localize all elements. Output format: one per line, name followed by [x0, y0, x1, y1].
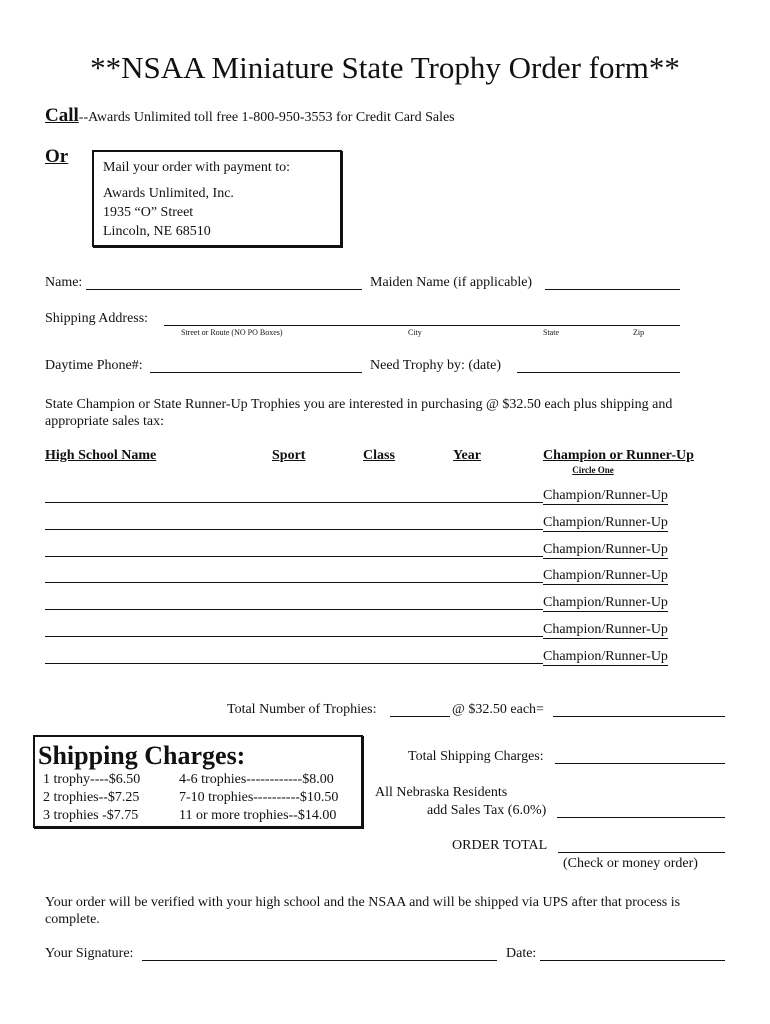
mail-line: 1935 “O” Street — [103, 205, 194, 220]
name-label: Name: — [45, 275, 83, 290]
school-row-field[interactable] — [45, 556, 543, 557]
champion-runner-up-choice[interactable]: Champion/Runner-Up — [543, 488, 668, 503]
call-text: --Awards Unlimited toll free 1-800-950-3553 for Credit Card Sales — [78, 110, 455, 125]
circle-one-note: Circle One — [572, 465, 614, 475]
address-field[interactable] — [164, 325, 680, 326]
shipping-rate: 1 trophy----$6.50 — [43, 772, 141, 787]
header-sport: Sport — [272, 448, 306, 463]
shipping-charges-box — [33, 735, 363, 828]
footer-text: Your order will be verified with your high school and the NSAA and will be shipped via UPS after that process is complete. — [45, 895, 681, 927]
header-champion: Champion or Runner-Up — [543, 448, 694, 463]
maiden-label: Maiden Name (if applicable) — [370, 275, 533, 290]
signature-label: Your Signature: — [45, 946, 134, 961]
champion-runner-up-choice[interactable]: Champion/Runner-Up — [543, 595, 668, 611]
mail-heading: Mail your order with payment to: — [103, 160, 291, 175]
school-row-field[interactable] — [45, 636, 543, 637]
total-trophies-label: Total Number of Trophies: — [227, 702, 377, 717]
total-trophies-field[interactable] — [390, 716, 450, 717]
shipping-rate: 11 or more trophies--$14.00 — [179, 808, 337, 823]
phone-label: Daytime Phone#: — [45, 358, 143, 373]
school-row-field[interactable] — [45, 529, 543, 530]
maiden-field[interactable] — [545, 289, 680, 290]
phone-field[interactable] — [150, 372, 362, 373]
or-label: Or — [45, 146, 69, 167]
call-line — [45, 106, 455, 125]
shipping-title: Shipping Charges: — [38, 741, 246, 770]
champion-runner-up-choice[interactable]: Champion/Runner-Up — [543, 514, 668, 530]
total-shipping-field[interactable] — [555, 763, 725, 764]
name-field[interactable] — [86, 289, 362, 290]
mail-box — [92, 150, 342, 247]
payment-note: (Check or money order) — [563, 856, 698, 871]
shipping-rate: 4-6 trophies------------$8.00 — [179, 772, 334, 787]
call-label: Call — [45, 105, 79, 126]
total-shipping-label: Total Shipping Charges: — [408, 749, 544, 764]
school-row-field[interactable] — [45, 663, 543, 664]
order-total-label: ORDER TOTAL — [452, 838, 548, 853]
zip-sublabel: Zip — [633, 328, 645, 337]
school-row-field[interactable] — [45, 609, 543, 610]
city-sublabel: City — [408, 328, 422, 337]
sales-tax-label: add Sales Tax (6.0%) — [427, 803, 547, 818]
state-sublabel: State — [543, 328, 559, 337]
champion-runner-up-choice[interactable]: Champion/Runner-Up — [543, 622, 668, 637]
date-field[interactable] — [540, 960, 725, 961]
page-title: **NSAA Miniature State Trophy Order form** — [90, 50, 680, 85]
street-sublabel: Street or Route (NO PO Boxes) — [181, 328, 283, 337]
shipping-rate: 2 trophies--$7.25 — [43, 790, 140, 805]
mail-line: Lincoln, NE 68510 — [103, 224, 211, 239]
need-by-label: Need Trophy by: (date) — [370, 358, 502, 373]
champion-runner-up-choice[interactable]: Champion/Runner-Up — [543, 568, 668, 584]
address-label: Shipping Address: — [45, 311, 149, 326]
school-row-field[interactable] — [45, 502, 543, 503]
trophies-subtotal-field[interactable] — [553, 716, 725, 717]
order-total-field[interactable] — [558, 852, 725, 853]
shipping-rate: 3 trophies -$7.75 — [43, 808, 139, 823]
champion-runner-up-choice[interactable]: Champion/Runner-Up — [543, 648, 668, 664]
header-class: Class — [363, 448, 395, 463]
need-by-field[interactable] — [517, 372, 680, 373]
residents-label: All Nebraska Residents — [375, 785, 508, 800]
header-year: Year — [453, 448, 481, 463]
price-each-label: @ $32.50 each= — [452, 702, 544, 717]
date-label: Date: — [506, 946, 537, 961]
shipping-rate: 7-10 trophies----------$10.50 — [179, 790, 339, 805]
school-row-field[interactable] — [45, 582, 543, 583]
sales-tax-field[interactable] — [557, 817, 725, 818]
signature-field[interactable] — [142, 960, 497, 961]
champion-runner-up-choice[interactable]: Champion/Runner-Up — [543, 541, 668, 557]
mail-line: Awards Unlimited, Inc. — [103, 186, 234, 201]
intro-text: State Champion or State Runner-Up Trophies you are interested in purchasing @ $32.50 each plus shipping and appropriate sales tax: — [45, 397, 673, 429]
header-school: High School Name — [45, 448, 157, 463]
